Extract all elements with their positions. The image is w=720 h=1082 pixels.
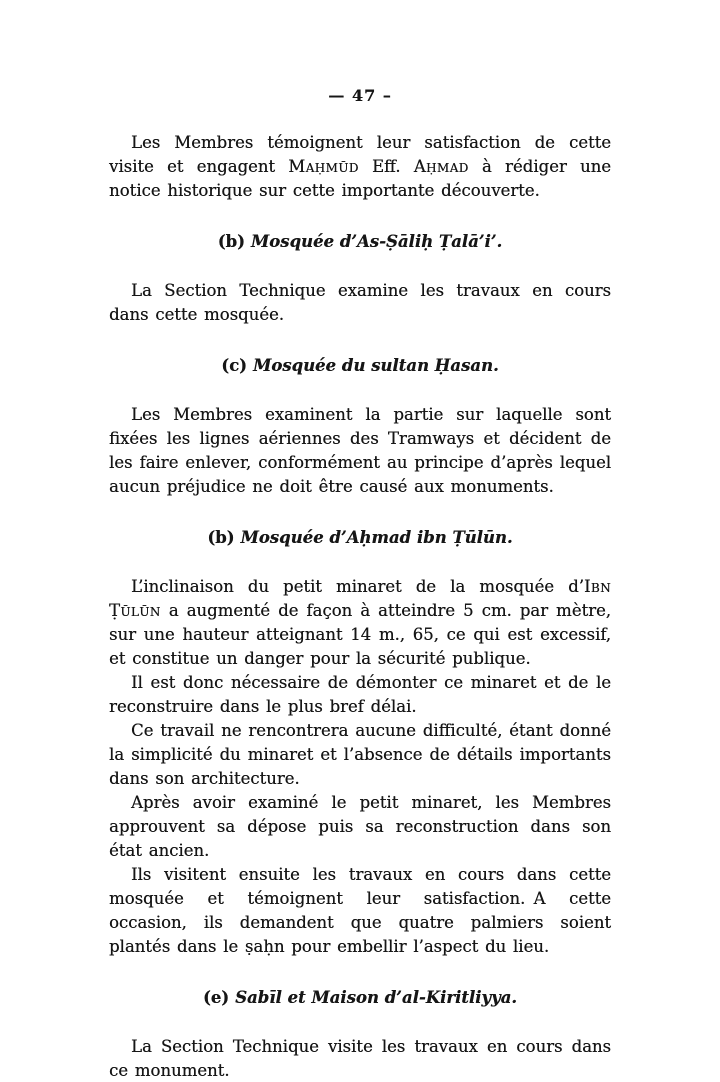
text-segment: Ils visitent ensuite les travaux en cours dans cette mosquée et témoignent leur satisfaction. A cette occasion, ils demandent que quatre palmiers soient plantés dans le ṣaḥn pour embellir l’aspect du lieu.	[109, 865, 611, 956]
text-segment-smallcaps-mahmud: Maḥmūd	[288, 157, 359, 176]
text-segment: à rédiger une notice historique sur cette importante découverte.	[109, 157, 612, 200]
text-segment: La Section Technique examine les travaux en cours dans cette mosquée.	[109, 281, 611, 324]
heading-label: (c)	[221, 356, 247, 375]
page-number: — 47 –	[328, 86, 392, 105]
text-segment: Les Membres témoignent leur satisfaction de cette visite et engagent	[109, 133, 611, 176]
heading-title: Mosquée du sultan Ḥasan.	[252, 356, 499, 375]
section-heading-ibn-tulun	[109, 526, 611, 550]
paragraph-tramways	[109, 403, 611, 499]
section-heading-as-salih-talai	[109, 230, 611, 254]
paragraph-approbation-depose	[109, 791, 611, 863]
section-heading-sabil-kiritliyya	[109, 986, 611, 1010]
text-segment: Les Membres examinent la partie sur laquelle sont fixées les lignes aériennes des Tramways et décident de les faire enlever, conformément au principe d’après lequel aucun préjudice ne doit être causé aux monuments.	[109, 405, 611, 496]
text-segment: Ce travail ne rencontrera aucune difficulté, étant donné la simplicité du minaret et l’absence de détails importants dans son architecture.	[109, 721, 611, 788]
heading-title: Mosquée d’As-Ṣāliḥ Ṭalā’i’.	[250, 232, 503, 251]
heading-label: (e)	[202, 988, 230, 1007]
heading-title: Mosquée d’Aḥmad ibn Ṭūlūn.	[240, 528, 513, 547]
text-segment: La Section Technique visite les travaux en cours dans ce monument.	[109, 1037, 611, 1080]
paragraph-travail-difficulte	[109, 719, 611, 791]
text-segment-smallcaps-ahmad: Aḥmad	[413, 157, 469, 176]
text-segment: Après avoir examiné le petit minaret, les Membres approuvent sa dépose puis sa reconstruction dans son état ancien.	[109, 793, 611, 860]
text-segment: a augmenté de façon à atteindre 5 cm. par mètre, sur une hauteur atteignant 14 m., 65, ce qui est excessif, et constitue un danger pour la sécurité publique.	[109, 601, 611, 668]
heading-label: (b)	[207, 528, 235, 547]
heading-title: Sabīl et Maison d’al-Kiritliyya.	[235, 988, 518, 1007]
paragraph-section-visite	[109, 1035, 611, 1082]
heading-label: (b)	[217, 232, 245, 251]
paragraph-inclinaison-minaret	[109, 575, 611, 671]
paragraph-membres-satisfaction	[109, 131, 611, 203]
paragraph-demonter-minaret	[109, 671, 611, 719]
text-segment-smallcaps-ibn-tulun: Ibn Ṭūlūn	[109, 577, 611, 620]
paragraph-section-examine	[109, 279, 611, 327]
text-column	[109, 86, 611, 1082]
text-segment: Il est donc nécessaire de démonter ce minaret et de le reconstruire dans le plus bref délai.	[109, 673, 611, 716]
section-heading-sultan-hasan	[109, 354, 611, 378]
text-segment: Eff.	[358, 157, 414, 176]
paragraph-visite-palmiers	[109, 863, 611, 959]
text-segment: L’inclinaison du petit minaret de la mosquée d’	[131, 577, 584, 596]
